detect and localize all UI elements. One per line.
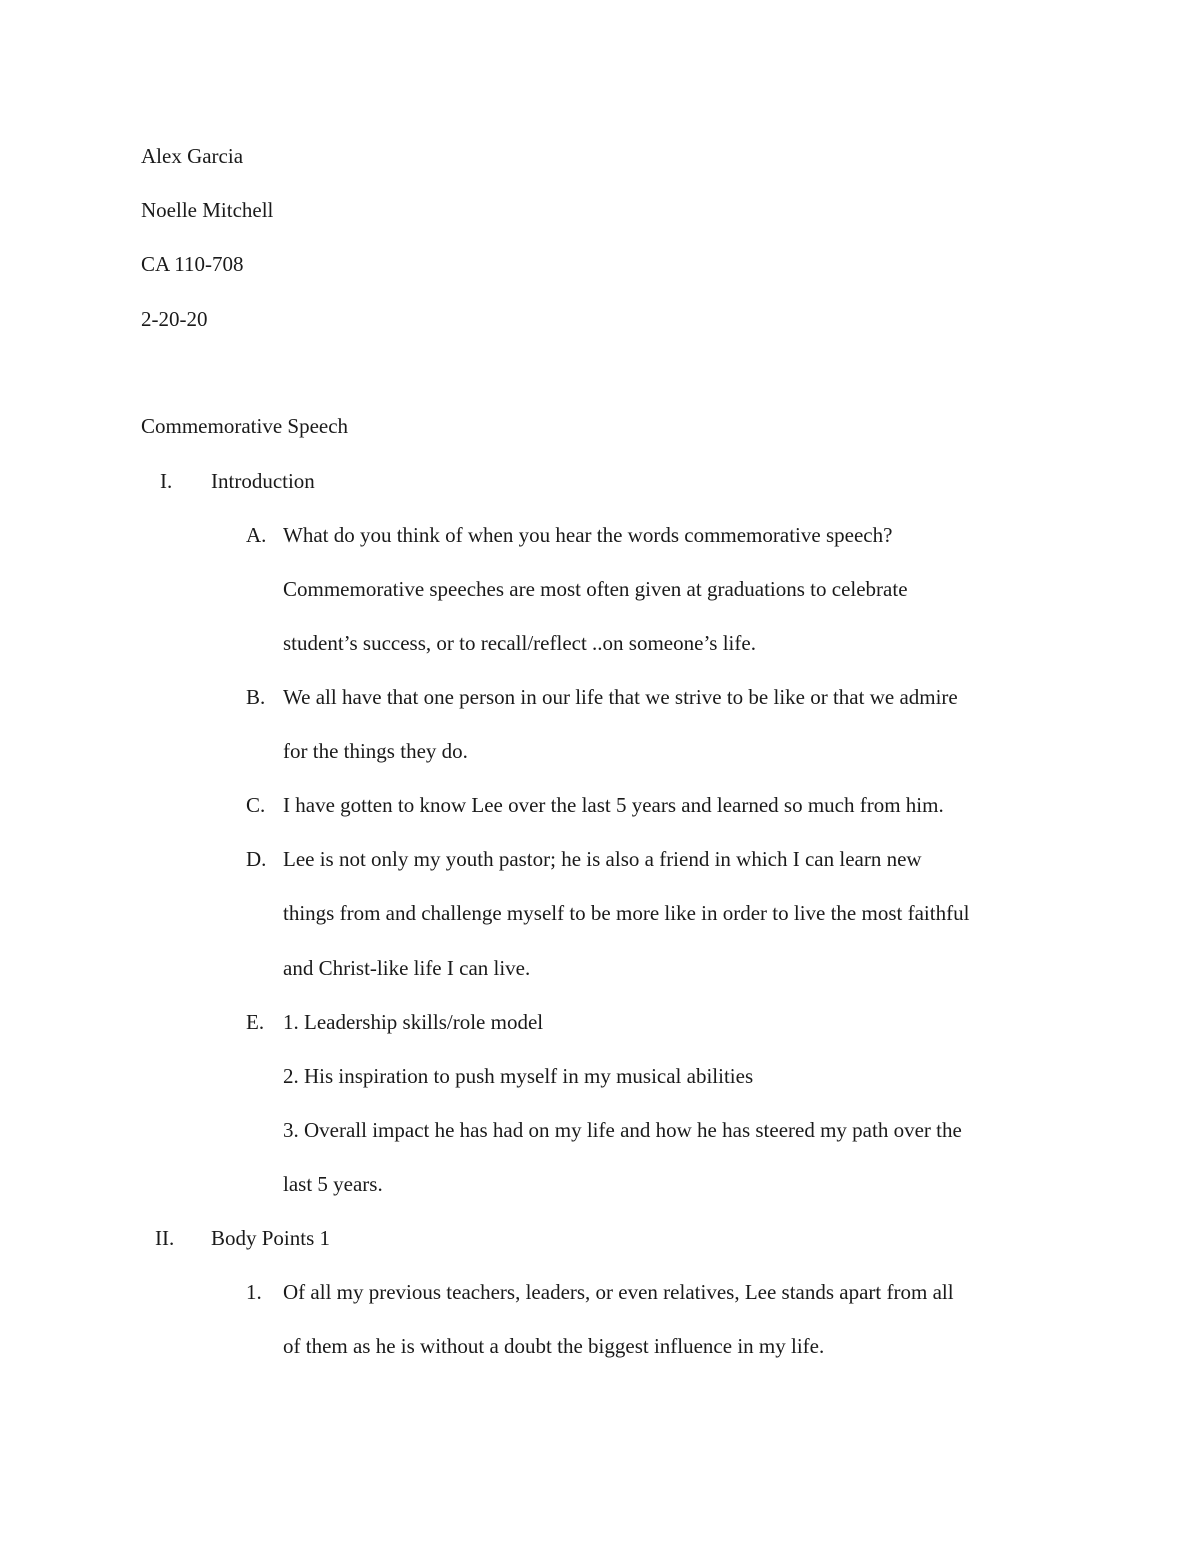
section-numeral: I.	[160, 469, 173, 493]
item-line: Of all my previous teachers, leaders, or even relatives, Lee stands apart from all	[283, 1280, 954, 1304]
item-line: student’s success, or to recall/reflect ..on someone’s life.	[283, 631, 756, 655]
item-line: Lee is not only my youth pastor; he is also a friend in which I can learn new	[283, 847, 922, 871]
item-line: for the things they do.	[283, 739, 468, 763]
item-line: things from and challenge myself to be more like in order to live the most faithful	[283, 901, 970, 925]
item-line: What do you think of when you hear the words commemorative speech?	[283, 523, 893, 547]
section-heading: Body Points 1	[211, 1226, 331, 1250]
item-marker: B.	[246, 685, 266, 709]
document-title: Commemorative Speech	[141, 414, 349, 438]
course-code: CA 110-708	[141, 252, 244, 276]
item-marker: 1.	[246, 1280, 262, 1304]
item-line: I have gotten to know Lee over the last 5 years and learned so much from him.	[283, 793, 944, 817]
item-line: and Christ-like life I can live.	[283, 956, 531, 980]
item-line: 3. Overall impact he has had on my life and how he has steered my path over the	[283, 1118, 962, 1142]
item-marker: C.	[246, 793, 266, 817]
item-line: We all have that one person in our life that we strive to be like or that we admire	[283, 685, 958, 709]
item-line: 1. Leadership skills/role model	[283, 1010, 544, 1034]
document-date: 2-20-20	[141, 307, 208, 331]
item-line: of them as he is without a doubt the biggest influence in my life.	[283, 1334, 825, 1358]
item-line: 2. His inspiration to push myself in my musical abilities	[283, 1064, 754, 1088]
instructor-name: Noelle Mitchell	[141, 198, 274, 222]
item-marker: D.	[246, 847, 267, 871]
student-name: Alex Garcia	[141, 144, 244, 168]
item-line: Commemorative speeches are most often given at graduations to celebrate	[283, 577, 908, 601]
item-marker: A.	[246, 523, 267, 547]
section-heading: Introduction	[211, 469, 315, 493]
section-numeral: II.	[155, 1226, 175, 1250]
item-line: last 5 years.	[283, 1172, 383, 1196]
item-marker: E.	[246, 1010, 265, 1034]
